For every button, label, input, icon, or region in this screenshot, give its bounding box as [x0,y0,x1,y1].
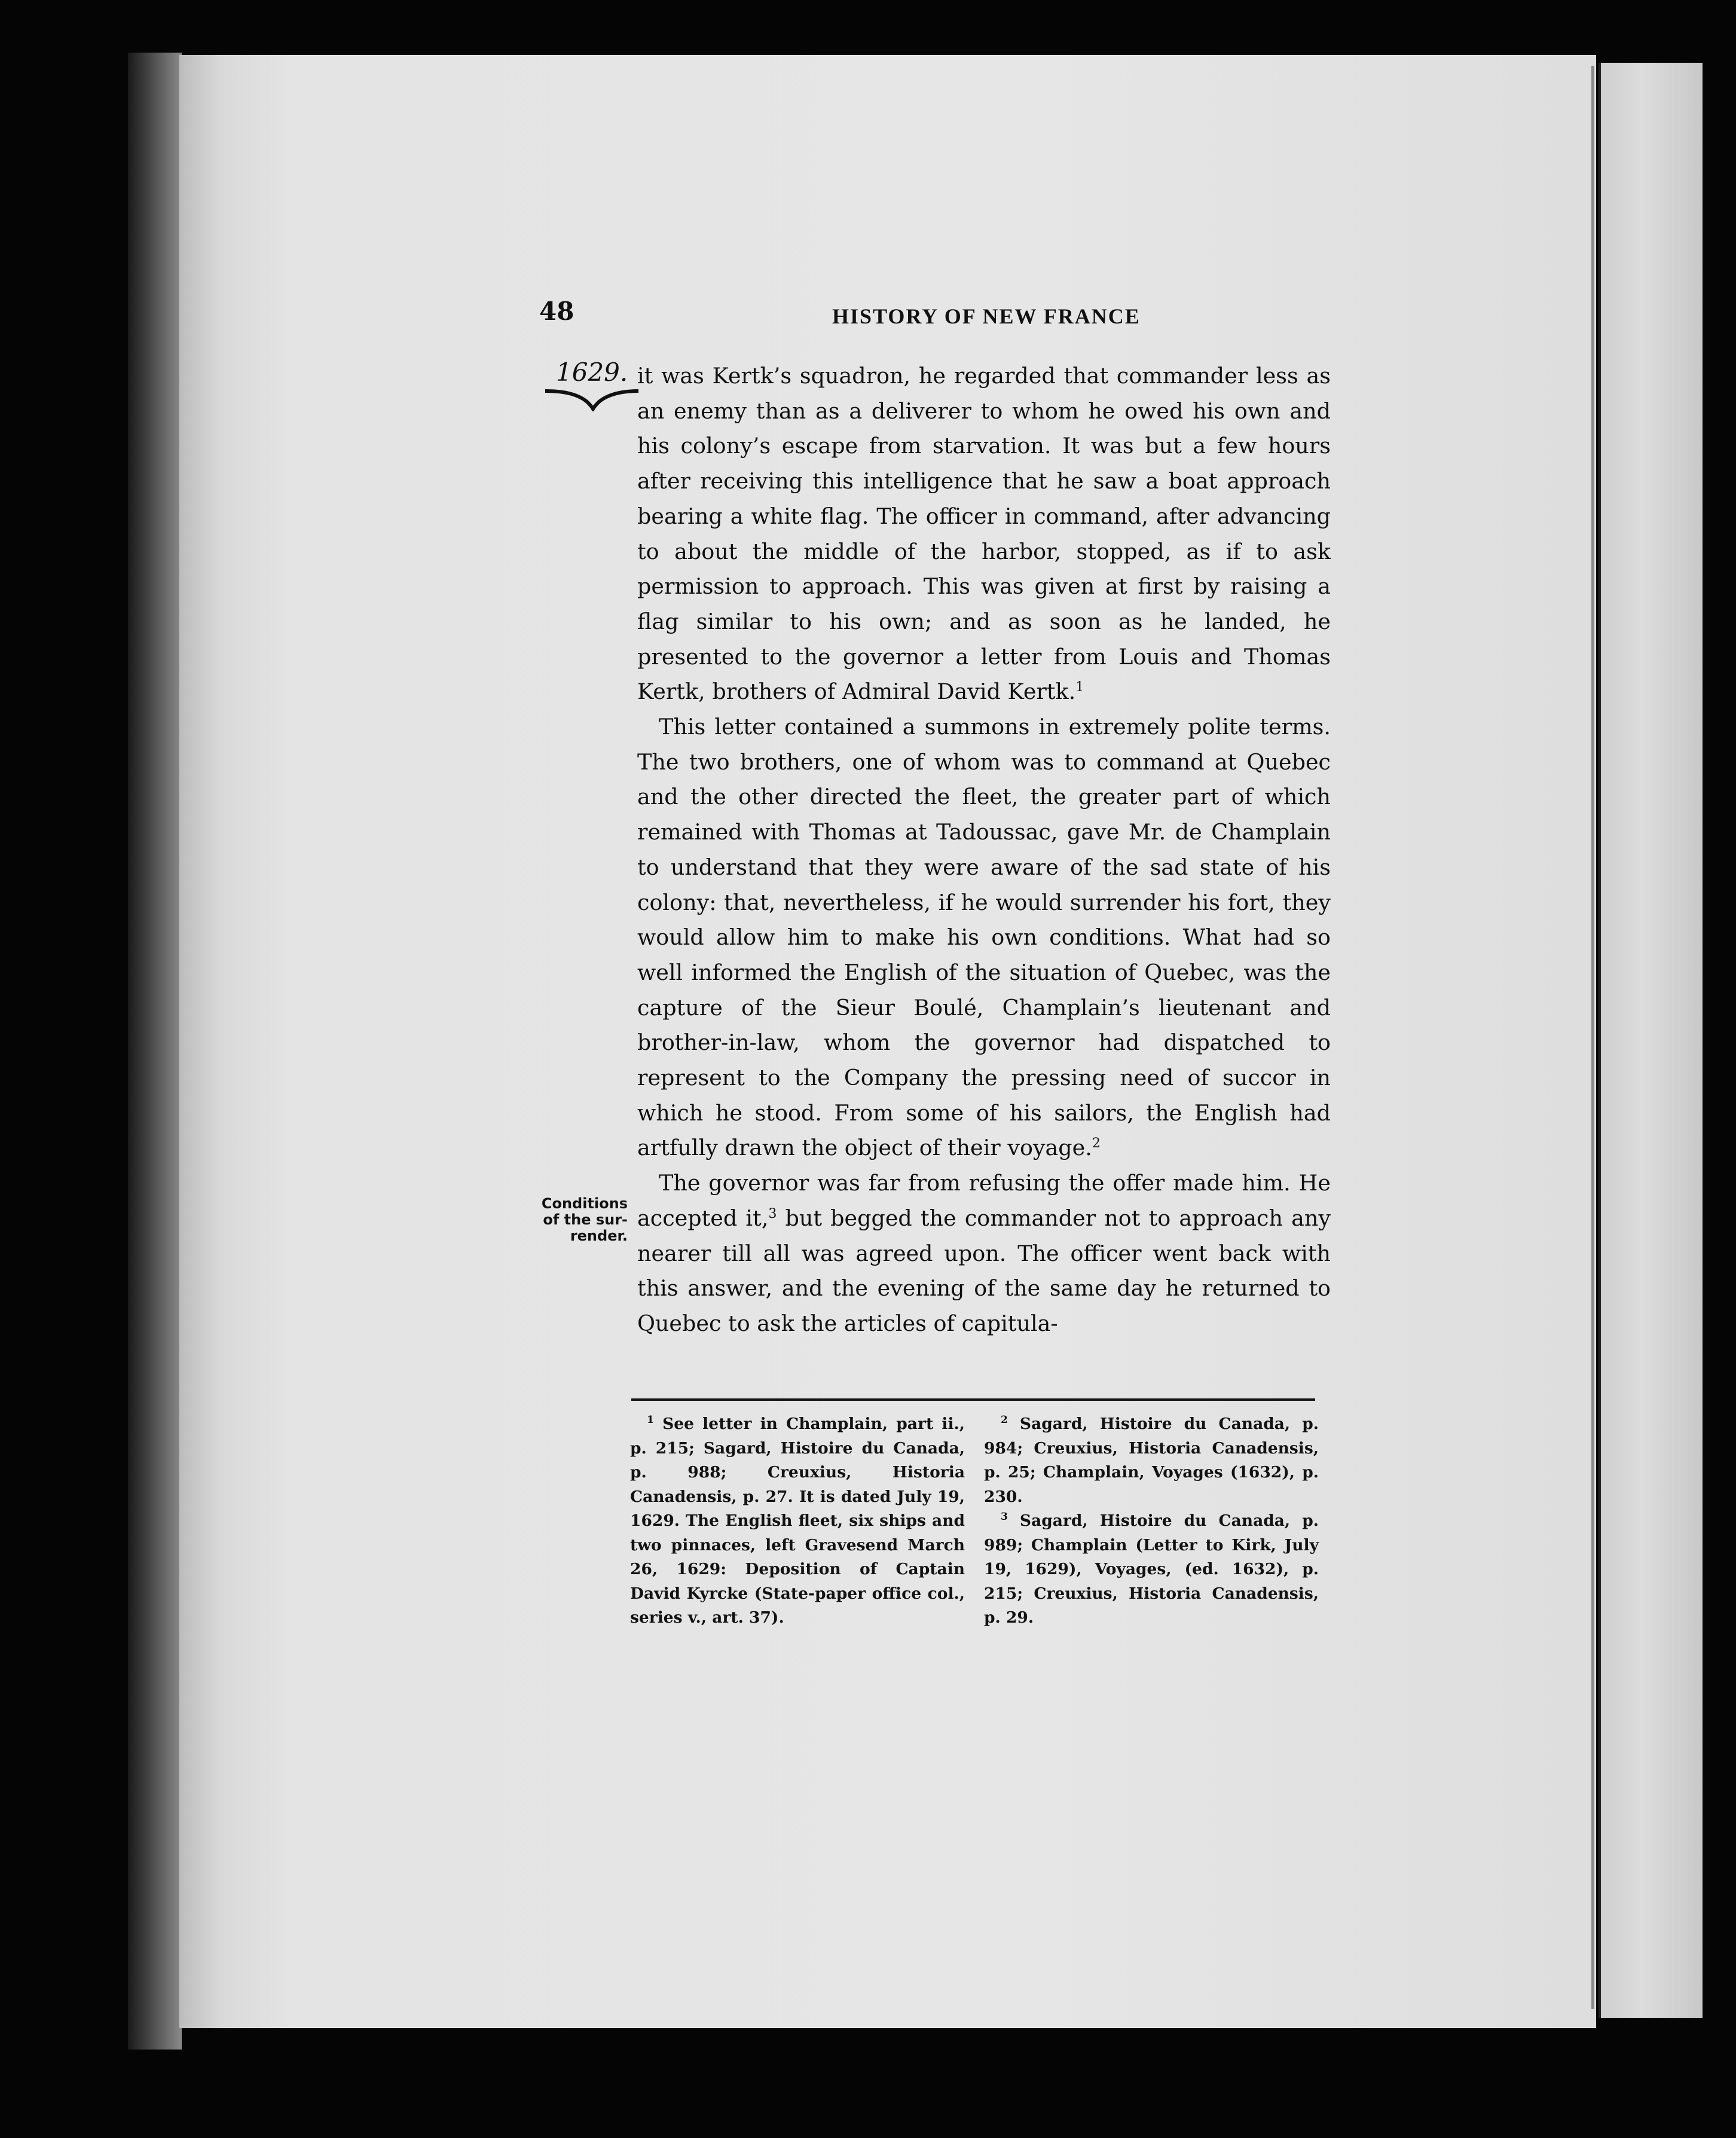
margin-year: 1629. [556,358,628,387]
margin-note-line: Conditions [541,1195,628,1212]
running-head: HISTORY OF NEW FRANCE [832,304,1141,328]
footnote-ref: 1 [1075,680,1084,695]
footnote [984,1412,1319,1509]
footnote-number: 1 [647,1414,654,1427]
footnote-text: Sagard, Histoire du Canada, p. 984; Creuxius, Historia Canadensis, p. 25; Champlain, Voyages (1632), p. 230. [984,1415,1319,1506]
footnotes-right-column [984,1412,1319,1630]
page-stack-edge [128,53,182,2050]
footnote-number: 3 [1001,1511,1008,1523]
footnote-ref: 3 [768,1206,777,1221]
paragraph-text: This letter contained a summons in extremely polite terms. The two brothers, one of whom was to command at Quebec and the other directed the fleet, the greater part of which remained with Thomas at Tadoussac, gave Mr. de Champlain to understand that they were aware of the sad state of his colony: that, nevertheless, if he would surrender his fort, they would allow him to make his own conditions. What had so well informed the English of the situation of Quebec, was the capture of the Sieur Boulé, Champlain’s lieutenant and brother-in-law, whom the governor had dispatched to represent to the Company the pressing need of succor in which he stood. From some of his sailors, the English had artfully drawn the object of their voyage. [637,714,1331,1161]
paragraph [637,1166,1331,1342]
footnotes-left-column [630,1412,965,1630]
page-number: 48 [539,297,574,326]
footnote-divider [631,1398,1315,1401]
paragraph-text: it was Kertk’s squadron, he regarded that commander less as an enemy than as a deliverer to whom he owed his own and his colony’s escape from starvation. It was but a few hours after receiving this intelligence that he saw a boat approach bearing a white flag. The officer in command, after advancing to about the middle of the harbor, stopped, as if to ask permission to approach. This was given at first by raising a flag similar to his own; and as soon as he landed, he presented to the governor a letter from Louis and Thomas Kertk, brothers of Admiral David Kertk. [637,363,1331,705]
footnote-number: 2 [1001,1414,1008,1427]
margin-note-line: render. [570,1227,628,1244]
paragraph [637,710,1331,1166]
body-text [637,359,1331,1342]
paragraph [637,359,1331,710]
footnote-text: Sagard, Histoire du Canada, p. 989; Champlain (Letter to Kirk, July 19, 1629), Voyages, (ed. 1632), p. 215; Creuxius, Historia Canadensis, p. 29. [984,1511,1319,1627]
paragraph-text: The governor was far from refusing the offer made him. He accepted it, [637,1170,1331,1231]
footnote-text: See letter in Champlain, part ii., p. 215; Sagard, Histoire du Canada, p. 988; Creuxius, Historia Canadensis, p. 27. It is dated July 19, 1629. The English fleet, six ships and two pinnaces, left Gravesend March 26, 1629: Deposition of Captain David Kyrcke (State-paper office col., series v., art. 37). [630,1415,965,1627]
footnote [984,1509,1319,1630]
footnote [630,1412,965,1630]
margin-note [526,1196,628,1244]
margin-brace-icon [544,387,640,411]
page-header [539,297,1345,338]
paragraph-text: but begged the commander not to approach any nearer till all was agreed upon. The officer went back with this answer, and the evening of the same day he returned to Quebec to ask the articles of capitula- [637,1205,1331,1336]
facing-page-edge [1599,63,1703,2018]
page-gutter [1591,66,1594,2009]
margin-note-line: of the sur- [543,1211,628,1228]
footnote-ref: 2 [1092,1136,1101,1152]
